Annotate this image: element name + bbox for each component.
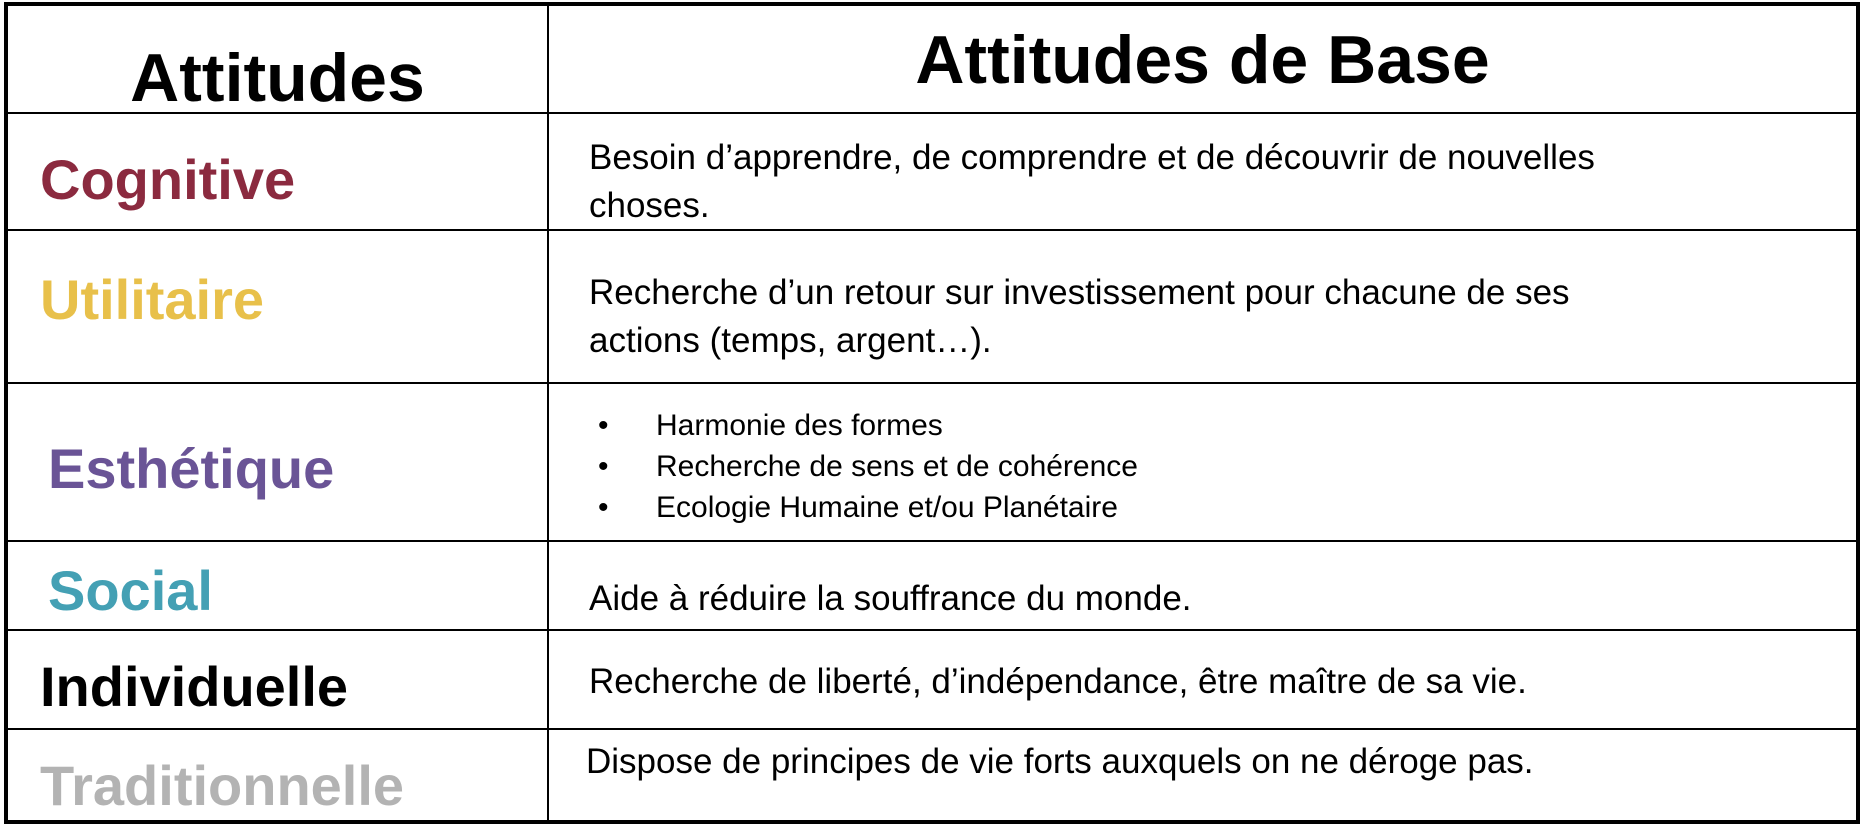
description-line: Aide à réduire la souffrance du monde. — [589, 579, 1192, 618]
bullet-icon: • — [598, 450, 609, 483]
list-item-text: Harmonie des formes — [656, 409, 943, 442]
description-line: Besoin d’apprendre, de comprendre et de découvrir de nouvelles — [589, 138, 1595, 177]
row-divider — [8, 382, 1856, 384]
list-item — [590, 405, 1138, 446]
description-line: actions (temps, argent…). — [589, 321, 992, 360]
description-line: choses. — [589, 186, 710, 225]
list-item — [590, 446, 1138, 487]
row-divider — [8, 540, 1856, 542]
bullet-icon: • — [598, 491, 609, 524]
row-label-individuelle: Individuelle — [40, 655, 349, 718]
description-esthetique-list — [590, 405, 1138, 528]
description-individuelle — [589, 658, 1527, 706]
column-divider — [547, 6, 549, 820]
description-cognitive — [589, 134, 1595, 230]
header-cell-attitudes-de-base — [549, 6, 1856, 114]
row-label-social: Social — [48, 559, 213, 622]
description-utilitaire — [589, 269, 1570, 365]
description-line: Recherche de liberté, d’indépendance, être maître de sa vie. — [589, 662, 1527, 701]
row-divider — [8, 629, 1856, 631]
row-label-utilitaire: Utilitaire — [40, 268, 265, 331]
description-line: Recherche d’un retour sur investissement pour chacune de ses — [589, 273, 1570, 312]
description-traditionnelle — [586, 738, 1534, 786]
row-divider — [8, 728, 1856, 730]
description-social — [589, 575, 1192, 623]
row-label-esthetique: Esthétique — [48, 437, 335, 500]
list-item — [590, 487, 1138, 528]
list-item-text: Recherche de sens et de cohérence — [656, 450, 1138, 483]
description-line: Dispose de principes de vie forts auxquels on ne déroge pas. — [586, 742, 1534, 781]
row-label-traditionnelle: Traditionnelle — [40, 754, 405, 817]
list-item-text: Ecologie Humaine et/ou Planétaire — [656, 491, 1118, 524]
row-label-cognitive: Cognitive — [40, 148, 296, 211]
column-header-attitudes-de-base: Attitudes de Base — [915, 22, 1490, 98]
column-header-attitudes: Attitudes — [130, 40, 425, 116]
bullet-icon: • — [598, 409, 609, 442]
header-cell-attitudes — [8, 6, 547, 114]
